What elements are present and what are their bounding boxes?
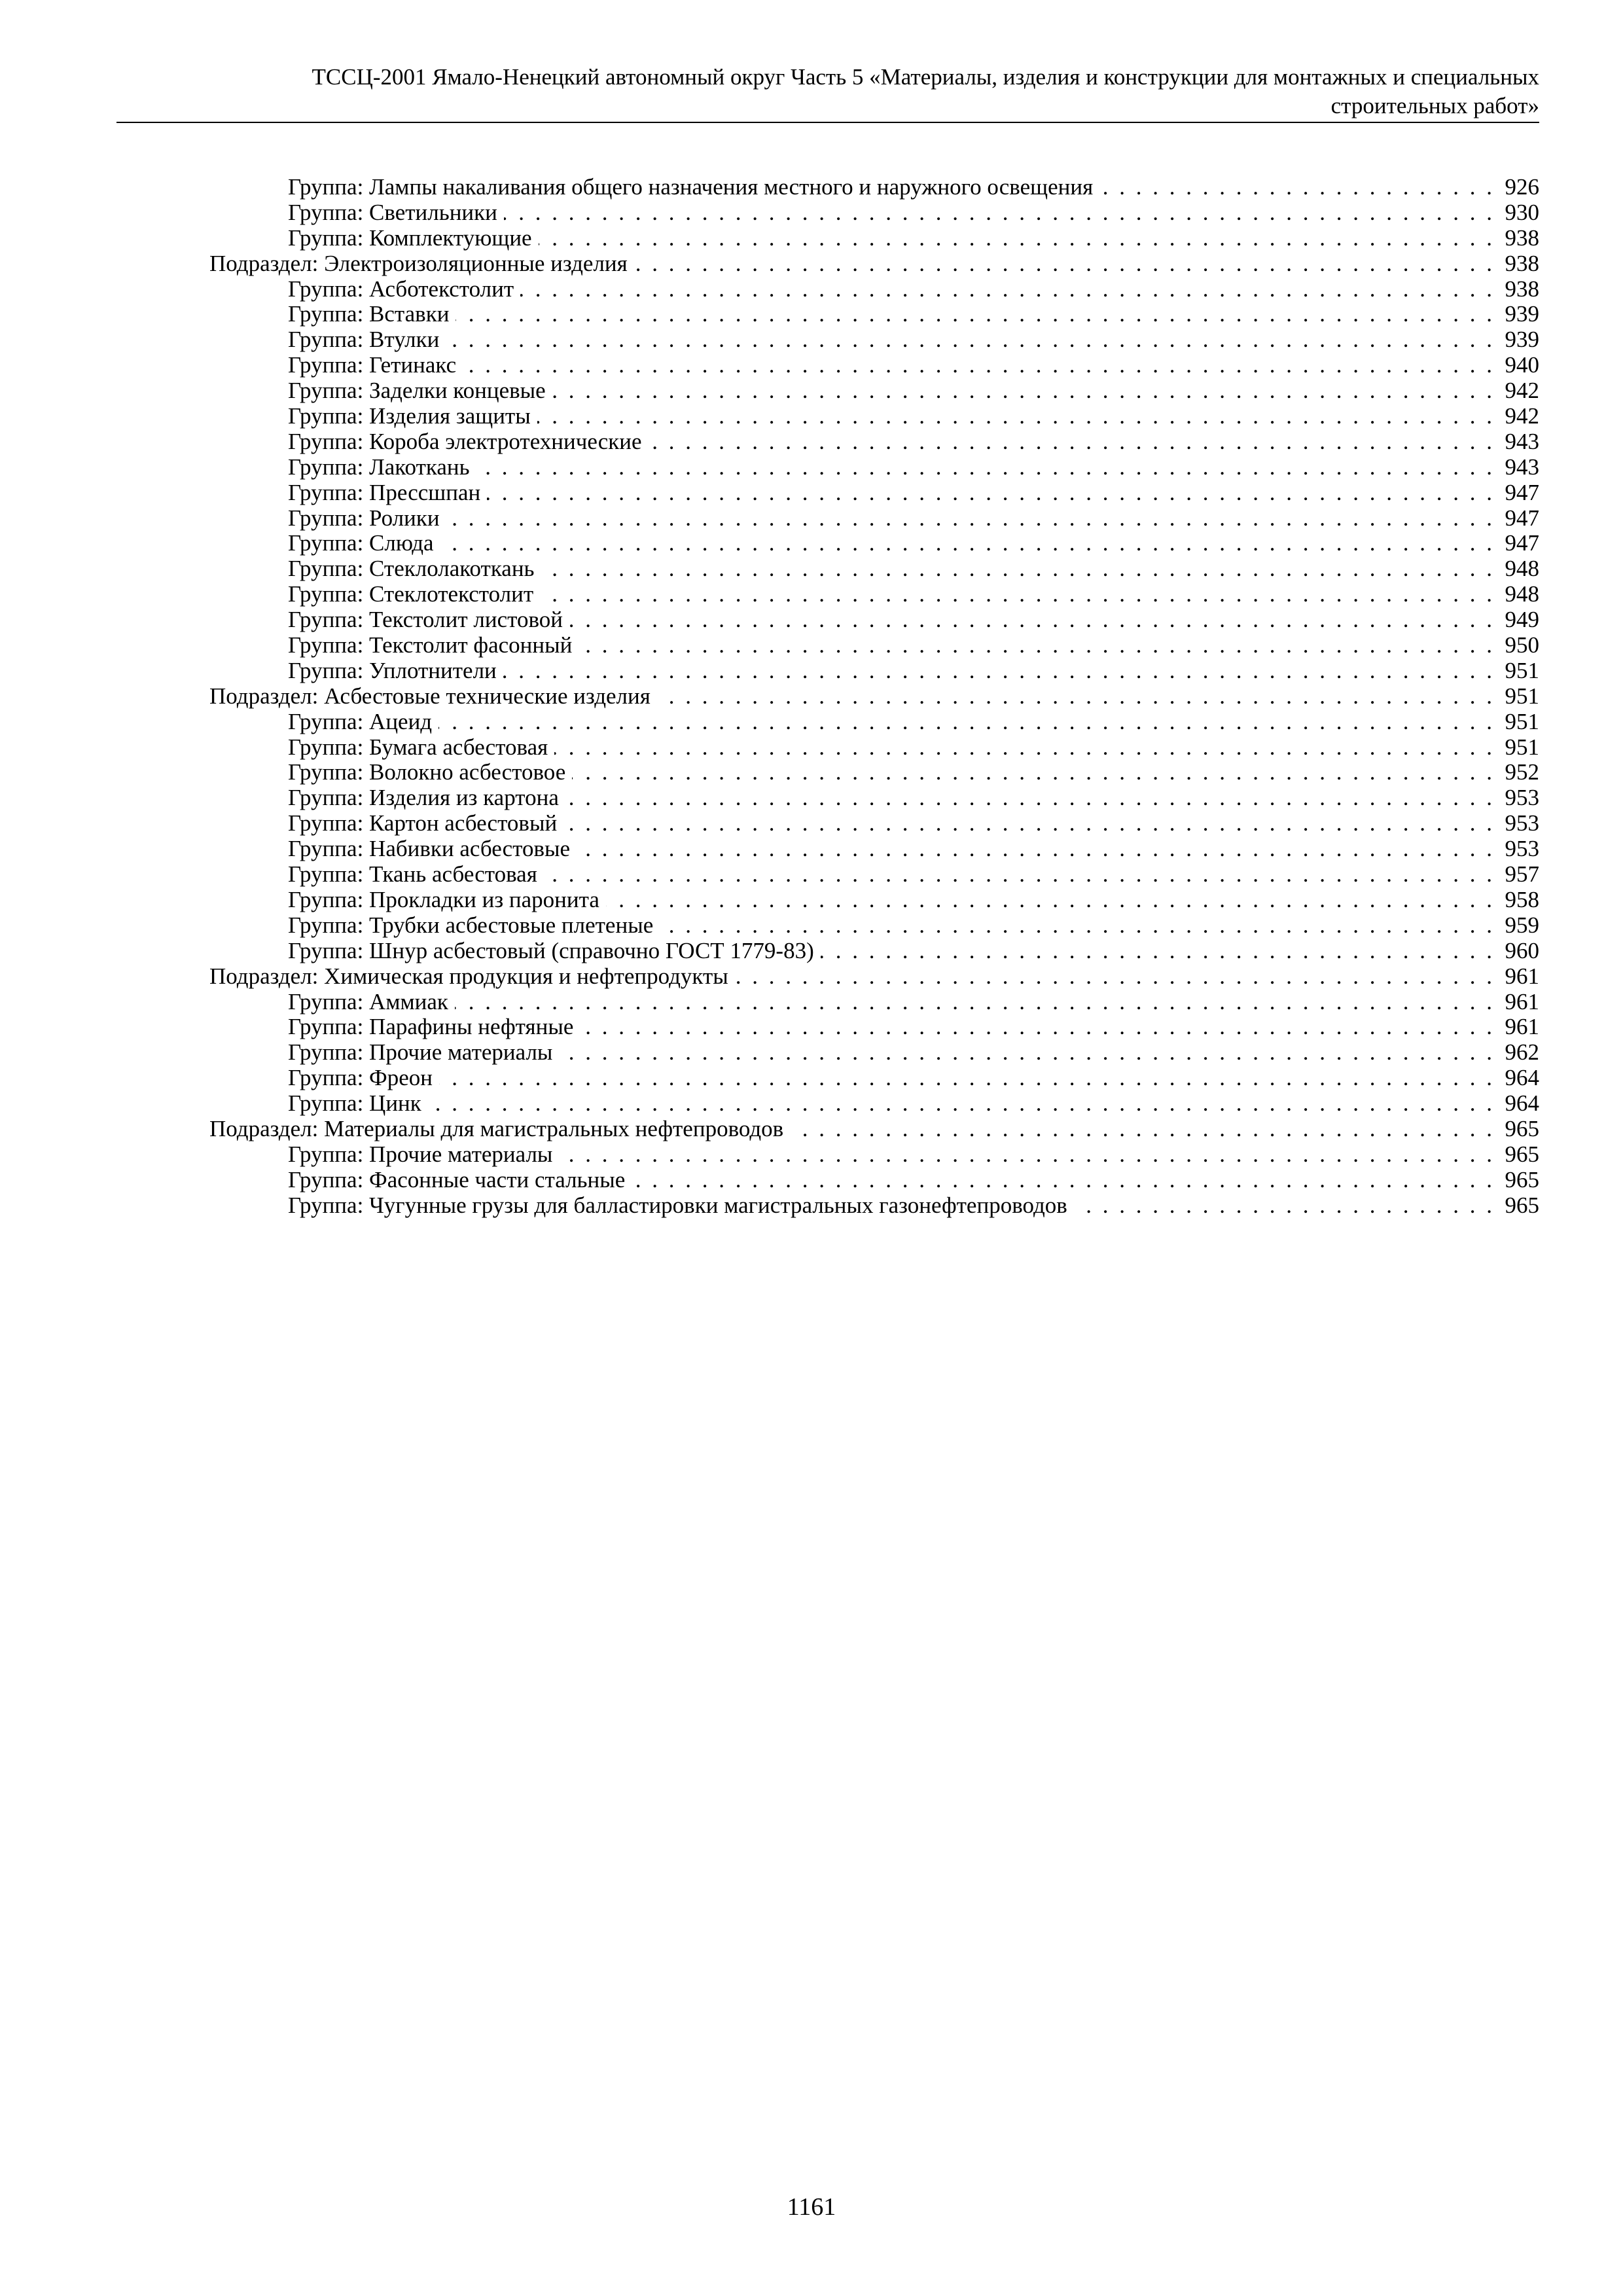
toc-entry-label: Группа: Чугунные грузы для балластировки магистральных газонефтепроводов bbox=[288, 1192, 1067, 1218]
toc-entry-label: Группа: Картон асбестовый bbox=[288, 810, 558, 836]
toc-entry-label: Группа: Уплотнители bbox=[288, 657, 497, 683]
toc-entry-page: 959 bbox=[1505, 912, 1539, 938]
toc-entry-group[interactable] bbox=[209, 1168, 1539, 1193]
toc-entry-page: 962 bbox=[1505, 1039, 1539, 1066]
toc-dot-leader bbox=[546, 378, 1501, 404]
toc-dot-leader bbox=[480, 480, 1501, 506]
toc-entry-group[interactable] bbox=[209, 709, 1539, 735]
toc-dot-leader bbox=[532, 226, 1501, 251]
page-header bbox=[116, 63, 1539, 120]
toc-entry-group[interactable] bbox=[209, 862, 1539, 888]
toc-entry-page: 953 bbox=[1505, 810, 1539, 836]
toc-entry-group[interactable] bbox=[209, 353, 1539, 378]
toc-entry-page: 948 bbox=[1505, 556, 1539, 582]
toc-entry-label: Группа: Комплектующие bbox=[288, 224, 532, 251]
toc-entry-page: 943 bbox=[1505, 428, 1539, 454]
toc-entry-page: 961 bbox=[1505, 1014, 1539, 1040]
toc-entry-group[interactable] bbox=[209, 1091, 1539, 1117]
toc-entry-subsection[interactable] bbox=[209, 251, 1539, 277]
toc-entry-label: Группа: Гетинакс bbox=[288, 352, 457, 378]
toc-entry-page: 948 bbox=[1505, 581, 1539, 607]
toc-entry-page: 939 bbox=[1505, 327, 1539, 353]
toc-entry-group[interactable] bbox=[209, 785, 1539, 811]
toc-entry-group[interactable] bbox=[209, 735, 1539, 761]
toc-entry-group[interactable] bbox=[209, 836, 1539, 862]
toc-entry-label: Группа: Прочие материалы bbox=[288, 1141, 553, 1167]
toc-entry-group[interactable] bbox=[209, 888, 1539, 913]
toc-entry-group[interactable] bbox=[209, 455, 1539, 480]
toc-entry-group[interactable] bbox=[209, 429, 1539, 455]
toc-dot-leader bbox=[434, 531, 1501, 556]
toc-entry-page: 961 bbox=[1505, 988, 1539, 1014]
toc-dot-leader bbox=[432, 709, 1501, 735]
toc-dot-leader bbox=[814, 939, 1501, 964]
toc-entry-group[interactable] bbox=[209, 327, 1539, 353]
toc-entry-group[interactable] bbox=[209, 1193, 1539, 1219]
toc-entry-label: Группа: Лампы накаливания общего назначения местного и наружного освещения bbox=[288, 174, 1094, 200]
toc-dot-leader bbox=[783, 1117, 1501, 1142]
toc-entry-group[interactable] bbox=[209, 556, 1539, 582]
toc-entry-page: 938 bbox=[1505, 250, 1539, 276]
toc-entry-page: 943 bbox=[1505, 454, 1539, 480]
toc-entry-group[interactable] bbox=[209, 277, 1539, 302]
toc-entry-page: 960 bbox=[1505, 937, 1539, 963]
toc-dot-leader bbox=[535, 556, 1501, 582]
toc-entry-group[interactable] bbox=[209, 480, 1539, 506]
toc-entry-label: Подраздел: Электроизоляционные изделия bbox=[209, 250, 628, 276]
toc-entry-group[interactable] bbox=[209, 1066, 1539, 1091]
toc-entry-page: 930 bbox=[1505, 199, 1539, 225]
toc-entry-label: Группа: Текстолит листовой bbox=[288, 607, 563, 633]
toc-entry-page: 938 bbox=[1505, 224, 1539, 251]
toc-entry-group[interactable] bbox=[209, 633, 1539, 658]
toc-dot-leader bbox=[642, 429, 1501, 455]
toc-dot-leader bbox=[565, 760, 1501, 785]
toc-entry-page: 965 bbox=[1505, 1115, 1539, 1141]
page-number: 1161 bbox=[787, 2193, 836, 2221]
toc-entry-label: Группа: Парафины нефтяные bbox=[288, 1014, 574, 1040]
toc-entry-group[interactable] bbox=[209, 811, 1539, 836]
toc-entry-label: Группа: Волокно асбестовое bbox=[288, 759, 566, 785]
toc-entry-page: 964 bbox=[1505, 1090, 1539, 1117]
toc-entry-page: 926 bbox=[1505, 174, 1539, 200]
toc-entry-label: Группа: Заделки концевые bbox=[288, 378, 546, 404]
toc-dot-leader bbox=[456, 353, 1501, 378]
toc-entry-label: Подраздел: Материалы для магистральных нефтепроводов bbox=[209, 1115, 784, 1141]
toc-entry-page: 964 bbox=[1505, 1065, 1539, 1091]
toc-entry-subsection[interactable] bbox=[209, 1117, 1539, 1142]
toc-entry-group[interactable] bbox=[209, 582, 1539, 607]
toc-entry-page: 952 bbox=[1505, 759, 1539, 785]
toc-entry-label: Группа: Прессшпан bbox=[288, 479, 481, 505]
toc-dot-leader bbox=[448, 990, 1501, 1015]
toc-entry-label: Группа: Изделия из картона bbox=[288, 785, 559, 811]
toc-entry-label: Группа: Ацеид bbox=[288, 708, 433, 734]
toc-entry-label: Группа: Короба электротехнические bbox=[288, 428, 642, 454]
toc-entry-label: Группа: Бумага асбестовая bbox=[288, 734, 548, 760]
toc-entry-group[interactable] bbox=[209, 913, 1539, 939]
toc-dot-leader bbox=[570, 836, 1501, 862]
toc-dot-leader bbox=[628, 251, 1501, 277]
toc-dot-leader bbox=[533, 582, 1501, 607]
toc-entry-group[interactable] bbox=[209, 531, 1539, 556]
toc-dot-leader bbox=[651, 684, 1501, 709]
toc-entry-group[interactable] bbox=[209, 607, 1539, 633]
toc-entry-page: 942 bbox=[1505, 378, 1539, 404]
toc-entry-page: 949 bbox=[1505, 607, 1539, 633]
toc-entry-page: 947 bbox=[1505, 530, 1539, 556]
toc-entry-group[interactable] bbox=[209, 658, 1539, 684]
toc-dot-leader bbox=[537, 862, 1501, 888]
header-title-line-2: строительных работ» bbox=[1330, 93, 1539, 118]
toc-entry-group[interactable] bbox=[209, 939, 1539, 964]
toc-entry-label: Группа: Изделия защиты bbox=[288, 403, 531, 429]
toc-dot-leader bbox=[497, 200, 1501, 226]
toc-entry-page: 953 bbox=[1505, 836, 1539, 862]
toc-entry-page: 942 bbox=[1505, 403, 1539, 429]
toc-entry-subsection[interactable] bbox=[209, 964, 1539, 990]
toc-entry-page: 965 bbox=[1505, 1166, 1539, 1193]
toc-dot-leader bbox=[548, 735, 1501, 761]
toc-entry-page: 965 bbox=[1505, 1141, 1539, 1167]
toc-entry-label: Группа: Фреон bbox=[288, 1065, 433, 1091]
toc-entry-label: Группа: Асботекстолит bbox=[288, 276, 514, 302]
toc-dot-leader bbox=[573, 1014, 1501, 1040]
table-of-contents bbox=[209, 175, 1539, 1219]
toc-dot-leader bbox=[514, 277, 1501, 302]
toc-dot-leader bbox=[1093, 175, 1501, 200]
toc-entry-label: Группа: Шнур асбестовый (справочно ГОСТ 1779-83) bbox=[288, 937, 814, 963]
toc-dot-leader bbox=[421, 1091, 1501, 1117]
toc-entry-group[interactable] bbox=[209, 226, 1539, 251]
toc-entry-label: Группа: Слюда bbox=[288, 530, 434, 556]
toc-entry-label: Группа: Стеклолакоткань bbox=[288, 556, 535, 582]
toc-entry-group[interactable] bbox=[209, 200, 1539, 226]
toc-dot-leader bbox=[557, 811, 1501, 836]
toc-entry-page: 958 bbox=[1505, 886, 1539, 912]
toc-entry-group[interactable] bbox=[209, 506, 1539, 531]
toc-entry-label: Группа: Прочие материалы bbox=[288, 1039, 553, 1066]
toc-dot-leader bbox=[625, 1168, 1501, 1193]
toc-entry-page: 957 bbox=[1505, 861, 1539, 888]
toc-entry-page: 965 bbox=[1505, 1192, 1539, 1218]
toc-entry-subsection[interactable] bbox=[209, 684, 1539, 709]
toc-entry-label: Группа: Стеклотекстолит bbox=[288, 581, 534, 607]
toc-entry-label: Группа: Аммиак bbox=[288, 988, 448, 1014]
toc-entry-group[interactable] bbox=[209, 404, 1539, 429]
toc-entry-page: 939 bbox=[1505, 301, 1539, 327]
toc-entry-group[interactable] bbox=[209, 760, 1539, 785]
toc-entry-group[interactable] bbox=[209, 990, 1539, 1015]
toc-dot-leader bbox=[559, 785, 1501, 811]
toc-entry-page: 951 bbox=[1505, 657, 1539, 683]
toc-dot-leader bbox=[552, 1142, 1501, 1168]
toc-entry-label: Подраздел: Химическая продукция и нефтепродукты bbox=[209, 963, 728, 989]
toc-dot-leader bbox=[470, 455, 1501, 480]
toc-entry-label: Группа: Лакоткань bbox=[288, 454, 470, 480]
toc-entry-page: 938 bbox=[1505, 276, 1539, 302]
toc-entry-page: 947 bbox=[1505, 505, 1539, 531]
toc-entry-label: Группа: Фасонные части стальные bbox=[288, 1166, 626, 1193]
toc-entry-group[interactable] bbox=[209, 1040, 1539, 1066]
toc-entry-page: 940 bbox=[1505, 352, 1539, 378]
toc-dot-leader bbox=[497, 658, 1501, 684]
header-divider bbox=[116, 122, 1539, 123]
toc-entry-page: 951 bbox=[1505, 708, 1539, 734]
toc-entry-label: Подраздел: Асбестовые технические изделия bbox=[209, 683, 651, 709]
toc-entry-page: 951 bbox=[1505, 683, 1539, 709]
toc-entry-group[interactable] bbox=[209, 1014, 1539, 1040]
toc-dot-leader bbox=[440, 506, 1501, 531]
toc-entry-group[interactable] bbox=[209, 1142, 1539, 1168]
toc-entry-label: Группа: Ткань асбестовая bbox=[288, 861, 537, 888]
toc-entry-label: Группа: Трубки асбестовые плетеные bbox=[288, 912, 654, 938]
toc-dot-leader bbox=[572, 633, 1501, 658]
toc-entry-label: Группа: Светильники bbox=[288, 199, 497, 225]
toc-entry-label: Группа: Вставки bbox=[288, 301, 450, 327]
toc-dot-leader bbox=[599, 888, 1501, 913]
toc-entry-page: 961 bbox=[1505, 963, 1539, 989]
header-title-line-1: ТССЦ-2001 Ямало-Ненецкий автономный округ Часть 5 «Материалы, изделия и конструкции для монтажных и специальных bbox=[312, 64, 1539, 90]
toc-entry-label: Группа: Цинк bbox=[288, 1090, 421, 1117]
toc-entry-label: Группа: Набивки асбестовые bbox=[288, 836, 571, 862]
toc-entry-label: Группа: Текстолит фасонный bbox=[288, 632, 573, 658]
toc-entry-label: Группа: Прокладки из паронита bbox=[288, 886, 599, 912]
toc-entry-page: 950 bbox=[1505, 632, 1539, 658]
toc-entry-label: Группа: Втулки bbox=[288, 327, 440, 353]
toc-entry-page: 947 bbox=[1505, 479, 1539, 505]
toc-entry-group[interactable] bbox=[209, 378, 1539, 404]
toc-dot-leader bbox=[433, 1066, 1501, 1091]
toc-dot-leader bbox=[653, 913, 1501, 939]
toc-dot-leader bbox=[563, 607, 1501, 633]
toc-entry-group[interactable] bbox=[209, 175, 1539, 200]
toc-entry-page: 951 bbox=[1505, 734, 1539, 760]
toc-dot-leader bbox=[728, 964, 1501, 990]
toc-entry-label: Группа: Ролики bbox=[288, 505, 440, 531]
toc-dot-leader bbox=[439, 327, 1501, 353]
toc-dot-leader bbox=[552, 1040, 1501, 1066]
toc-dot-leader bbox=[449, 302, 1501, 327]
toc-entry-group[interactable] bbox=[209, 302, 1539, 327]
toc-dot-leader bbox=[1067, 1193, 1501, 1219]
toc-dot-leader bbox=[531, 404, 1501, 429]
toc-entry-page: 953 bbox=[1505, 785, 1539, 811]
